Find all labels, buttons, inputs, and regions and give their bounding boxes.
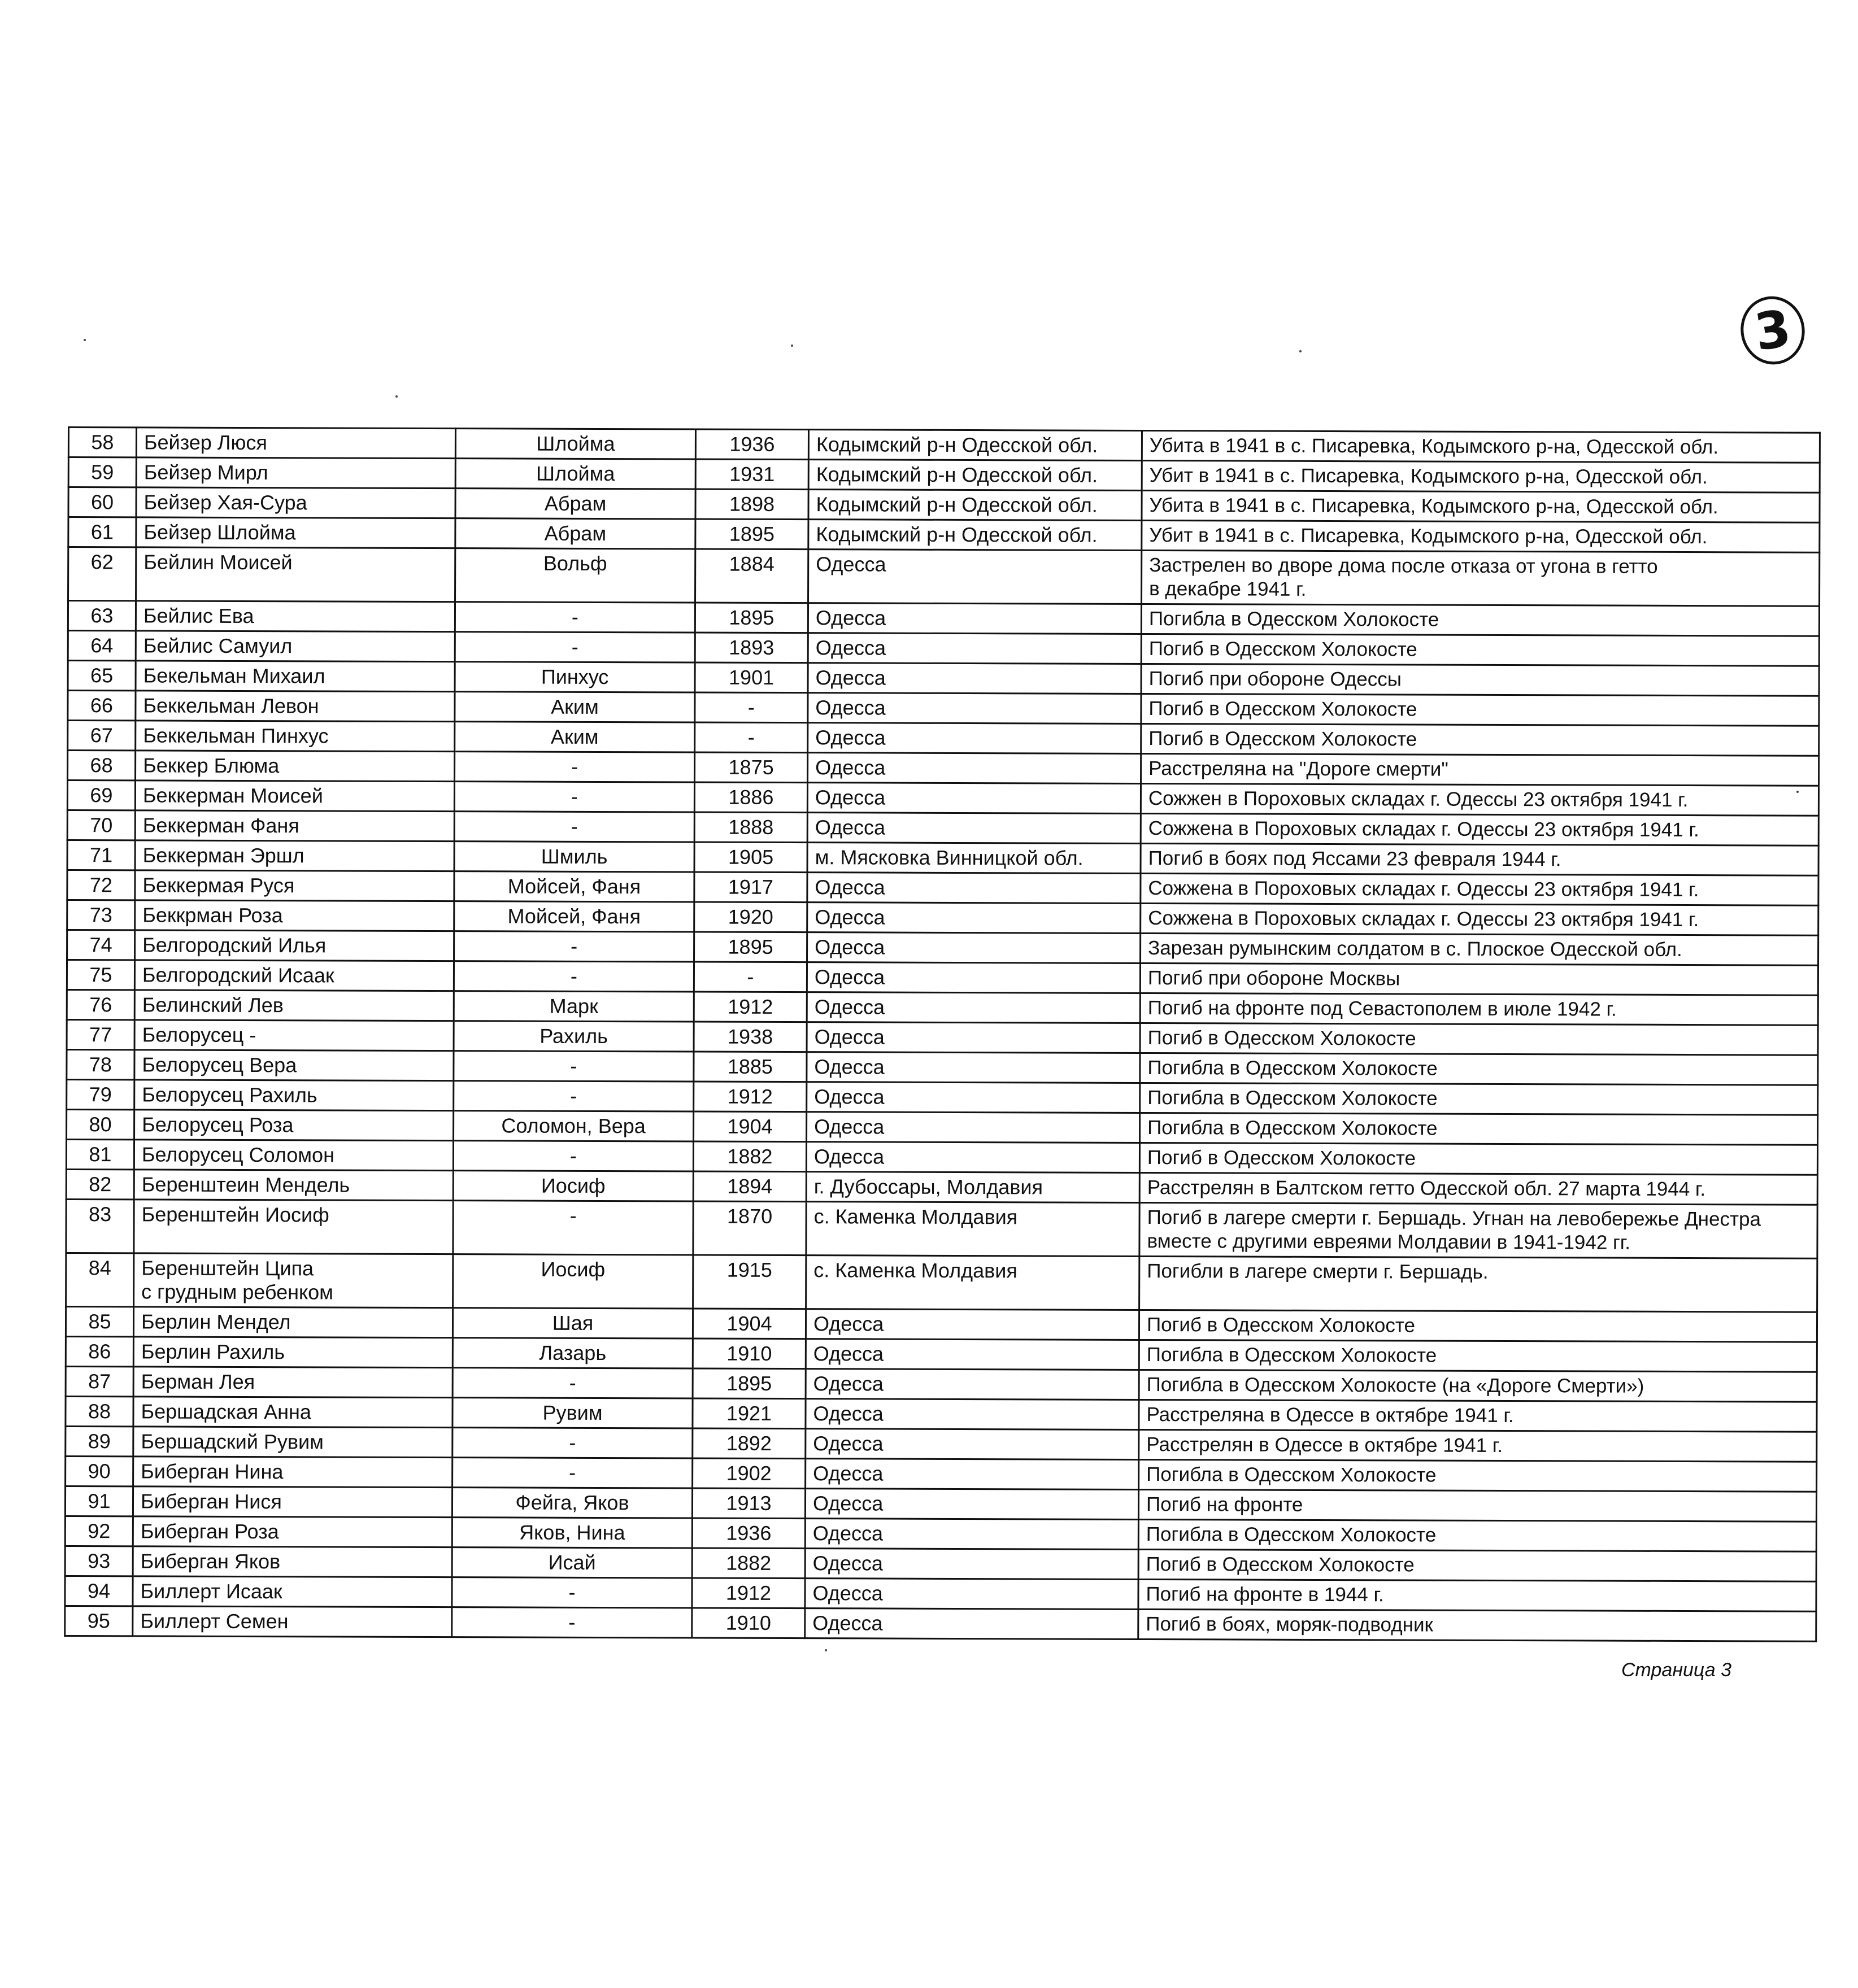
table-row [68,631,1819,666]
cell-father: - [452,1577,692,1608]
cell-place: Одесса [805,1608,1138,1640]
cell-name: Бейзер Шлойма [136,517,455,548]
cell-fate: Убита в 1941 в с. Писаревка, Кодымского р-на, Одесской обл. [1142,490,1820,522]
cell-place: с. Каменка Молдавия [806,1255,1139,1310]
cell-fate: Погиб в лагере смерти г. Бершадь. Угнан на левобережье Днестра вместе с другими евреями Молдавии в 1941-1942 гг. [1139,1202,1817,1258]
cell-fate: Сожжен в Пороховых складах г. Одессы 23 октября 1941 г. [1141,783,1818,816]
table-row [66,1426,1817,1462]
cell-year: 1904 [693,1309,806,1339]
cell-father: Иосиф [453,1171,693,1201]
cell-place: г. Дубоссары, Молдавия [806,1172,1139,1203]
cell-num: 83 [66,1199,134,1253]
cell-name: Бейлис Самуил [136,631,455,662]
table-row [67,1109,1818,1145]
cell-fate: Погибла в Одесском Холокосте (на «Дороге Смерти») [1139,1370,1817,1402]
cell-father: Рувим [452,1398,693,1428]
cell-year: 1888 [694,812,807,843]
cell-name: Берлин Рахиль [133,1337,452,1368]
cell-year: 1912 [692,1578,805,1608]
cell-place: Одесса [806,1429,1139,1460]
cell-year: 1920 [694,902,807,932]
cell-fate: Погиб в Одесском Холокосте [1138,1549,1816,1581]
cell-place: Одесса [805,1519,1138,1550]
table-row [68,751,1819,786]
cell-father: Мойсей, Фаня [454,901,694,932]
cell-place: Одесса [806,1339,1139,1370]
records-table-body [65,428,1820,1642]
cell-fate: Погибла в Одесском Холокосте [1141,604,1819,636]
cell-place: Одесса [808,693,1141,724]
cell-num: 82 [66,1169,134,1199]
cell-fate: Погиб в боях под Яссами 23 февраля 1944 г. [1141,843,1818,875]
table-row [65,1486,1816,1521]
cell-num: 78 [67,1049,134,1079]
cell-fate: Расстреляна на "Дороге смерти" [1141,753,1819,786]
cell-year: 1921 [693,1398,806,1429]
cell-place: Одесса [807,1112,1140,1143]
cell-fate: Погибла в Одесском Холокосте [1140,1053,1818,1085]
records-table-wrapper [64,426,1819,1642]
cell-num: 87 [66,1366,133,1396]
cell-place: Одесса [805,1579,1138,1610]
cell-num: 77 [67,1019,134,1049]
cell-place: Одесса [807,1052,1140,1083]
cell-fate: Погибли в лагере смерти г. Бершадь. [1139,1256,1817,1312]
cell-year: - [694,962,807,992]
cell-father: - [453,1141,693,1171]
table-row [68,457,1820,493]
cell-name: Бекельман Михаил [136,661,455,692]
cell-num: 71 [67,840,135,870]
cell-num: 89 [66,1426,133,1456]
cell-name: Беренштейн Ципа с грудным ребенком [134,1253,453,1308]
cell-year: - [695,692,808,723]
cell-place: с. Каменка Молдавия [806,1202,1139,1257]
cell-name: Белорусец Соломон [134,1140,453,1171]
scan-speck [395,395,398,398]
cell-year: 1895 [695,519,808,550]
cell-year: 1931 [695,459,808,490]
cell-name: Беккельман Левон [136,691,455,722]
cell-father: - [454,931,694,962]
cell-father: Вольф [455,548,695,603]
cell-num: 65 [68,661,136,691]
records-table [64,426,1821,1642]
cell-num: 74 [67,930,135,960]
table-row [68,547,1820,607]
cell-year: 1882 [692,1548,805,1579]
cell-year: 1910 [693,1339,806,1369]
cell-father: - [455,752,695,782]
table-row [66,1396,1817,1432]
scan-speck [791,345,793,347]
cell-place: Кодымский р-н Одесской обл. [808,520,1142,551]
cell-year: 1892 [693,1428,806,1459]
cell-name: Беккер Блюма [136,751,455,782]
table-row [66,1169,1817,1205]
cell-father: Шмиль [454,842,694,872]
cell-year: 1917 [694,872,807,903]
table-row [68,691,1819,726]
table-row [68,428,1820,463]
table-row [66,1366,1817,1402]
cell-place: Одесса [808,633,1141,664]
cell-num: 60 [68,487,136,517]
cell-name: Бершадская Анна [133,1397,452,1428]
cell-fate: Застрелен во дворе дома после отказа от угона в гетто в декабре 1941 г. [1142,550,1820,606]
cell-num: 90 [66,1456,133,1486]
cell-fate: Расстрелян в Одессе в октябре 1941 г. [1139,1429,1817,1462]
scan-speck [1796,791,1799,793]
scan-speck [84,339,86,341]
cell-name: Беккельман Пинхус [136,721,455,752]
cell-father: Соломон, Вера [454,1111,694,1141]
cell-num: 85 [66,1306,133,1336]
cell-father: Исай [452,1547,692,1578]
cell-fate: Погиб при обороне Одессы [1141,664,1819,696]
cell-fate: Погиб в Одесском Холокосте [1141,723,1819,756]
cell-num: 95 [65,1606,133,1636]
cell-year: 1915 [693,1255,806,1309]
cell-name: Берлин Мендел [133,1307,452,1338]
cell-fate: Погиб в Одесском Холокосте [1139,1143,1817,1175]
cell-father: - [454,782,694,812]
cell-fate: Погибла в Одесском Холокосте [1139,1340,1817,1372]
cell-num: 80 [67,1109,134,1139]
cell-place: Одесса [808,753,1141,784]
table-row [68,721,1819,756]
cell-place: Одесса [808,603,1141,634]
cell-place: Одесса [806,1399,1139,1430]
cell-num: 67 [68,721,136,751]
cell-fate: Погибла в Одесском Холокосте [1140,1113,1818,1145]
cell-fate: Сожжена в Пороховых складах г. Одессы 23 октября 1941 г. [1141,903,1818,935]
cell-fate: Погибла в Одесском Холокосте [1138,1519,1816,1551]
cell-num: 69 [67,781,135,810]
cell-name: Бейлис Ева [136,601,455,632]
cell-year: 1886 [694,782,807,813]
cell-fate: Зарезан румынским солдатом в с. Плоское Одесской обл. [1141,933,1818,965]
table-row [65,1576,1816,1611]
table-row [65,1606,1816,1641]
cell-place: Одесса [807,1022,1140,1053]
cell-year: 1901 [695,662,808,693]
cell-name: Бершадский Рувим [133,1427,452,1458]
scan-speck [825,1649,827,1651]
cell-year: 1870 [693,1201,806,1255]
table-row [66,1336,1817,1372]
cell-num: 58 [68,428,136,457]
cell-father: Аким [455,722,695,752]
cell-year: 1905 [694,842,807,873]
cell-num: 70 [67,810,135,840]
cell-year: 1936 [692,1518,805,1549]
cell-num: 93 [65,1546,133,1576]
cell-year: 1895 [695,603,808,633]
handwritten-page-number [1739,294,1807,367]
cell-year: 1882 [693,1141,806,1172]
cell-num: 91 [65,1486,133,1516]
cell-year: 1884 [695,549,808,603]
cell-fate: Убита в 1941 в с. Писаревка, Кодымского р-на, Одесской обл. [1142,430,1820,463]
cell-name: Биберган Нися [133,1486,452,1518]
table-row [66,1456,1817,1492]
table-row [68,661,1819,696]
cell-father: Мойсей, Фаня [454,871,694,902]
cell-name: Биберган Яков [133,1546,452,1577]
cell-num: 86 [66,1336,133,1366]
table-row [67,810,1818,846]
cell-place: Одесса [807,783,1141,814]
cell-place: Одесса [807,932,1141,964]
table-row [67,840,1818,876]
cell-fate: Погиб в Одесском Холокосте [1139,1310,1817,1342]
cell-father: - [452,1368,693,1398]
cell-year: 1913 [692,1488,805,1519]
cell-father: Иосиф [453,1254,693,1309]
cell-fate: Погиб в Одесском Холокосте [1140,1023,1818,1055]
cell-name: Беккерман Фаня [135,810,454,842]
cell-year: - [695,722,808,753]
table-row [67,900,1818,936]
table-row [66,1253,1817,1312]
cell-name: Бейзер Хая-Сура [136,487,455,518]
cell-name: Бейзер Люся [136,428,455,459]
cell-num: 73 [67,900,135,930]
cell-fate: Сожжена в Пороховых складах г. Одессы 23 октября 1941 г. [1141,873,1818,905]
cell-fate: Сожжена в Пороховых складах г. Одессы 23 октября 1941 г. [1141,813,1818,845]
cell-name: Беккермая Руся [135,870,454,901]
table-row [66,1139,1817,1175]
cell-fate: Погиб на фронте [1138,1489,1816,1521]
cell-fate: Погибла в Одесском Холокосте [1139,1459,1817,1492]
cell-year: 1910 [692,1608,805,1638]
cell-year: 1894 [693,1171,806,1202]
cell-year: 1875 [695,752,808,783]
cell-year: 1895 [693,1368,806,1399]
table-row [68,487,1820,523]
cell-father: - [455,632,695,662]
cell-num: 76 [67,989,134,1019]
scan-speck [1299,350,1302,352]
cell-father: - [453,1201,693,1255]
cell-fate: Расстреляна в Одессе в октябре 1941 г. [1139,1400,1817,1432]
table-row [67,1049,1818,1085]
table-row [67,960,1818,996]
cell-name: Беккерман Эршл [135,840,454,871]
cell-place: Одесса [807,1082,1140,1113]
cell-name: Беренштейн Иосиф [134,1200,453,1254]
cell-place: Одесса [806,1369,1139,1400]
cell-fate: Погиб в Одесском Холокосте [1141,694,1819,726]
cell-name: Белинский Лев [134,990,454,1021]
cell-num: 84 [66,1253,134,1306]
cell-num: 81 [66,1139,134,1169]
table-row [67,930,1818,966]
cell-num: 79 [67,1079,134,1109]
cell-year: 1885 [694,1052,807,1082]
cell-fate: Погиб на фронте под Севастополем в июле 1942 г. [1140,993,1818,1025]
cell-num: 88 [66,1396,133,1426]
cell-name: Бейзер Мирл [136,457,455,489]
cell-place: Одесса [807,873,1141,904]
cell-father: Марк [454,991,694,1022]
cell-name: Биллерт Семен [133,1606,452,1637]
cell-num: 63 [68,601,136,631]
cell-name: Белгородский Илья [135,930,454,961]
cell-year: 1938 [694,1022,807,1052]
cell-place: Одесса [806,1459,1139,1490]
table-row [68,517,1820,553]
cell-place: Одесса [808,550,1142,604]
cell-father: - [452,1607,692,1638]
cell-num: 62 [68,547,136,601]
table-row [67,989,1818,1025]
cell-year: 1895 [694,932,807,962]
cell-year: 1904 [694,1111,807,1142]
cell-name: Белорусец Роза [134,1110,454,1141]
cell-father: Шлойма [455,429,695,459]
cell-place: Одесса [808,723,1141,754]
table-row [67,1079,1818,1115]
cell-place: Одесса [805,1549,1138,1580]
cell-place: Одесса [806,1142,1139,1173]
cell-name: Бейлин Моисей [136,547,455,602]
cell-year: 1902 [693,1458,806,1489]
cell-num: 61 [68,517,136,547]
cell-father: - [452,1428,693,1458]
table-row [65,1546,1816,1581]
cell-father: Фейга, Яков [452,1488,692,1518]
cell-num: 64 [68,631,136,661]
cell-father: - [454,961,694,992]
cell-name: Белгородский Исаак [134,960,454,991]
table-row [68,601,1819,636]
cell-father: - [454,812,694,842]
cell-father: Аким [455,692,695,722]
cell-fate: Убит в 1941 в с. Писаревка, Кодымского р-на, Одесской обл. [1142,520,1820,552]
cell-num: 66 [68,691,136,721]
cell-name: Белорусец - [134,1020,454,1051]
cell-place: Кодымский р-н Одесской обл. [808,430,1142,461]
cell-num: 68 [68,751,136,781]
cell-year: 1898 [695,489,808,520]
cell-father: Абрам [455,489,695,519]
cell-year: 1912 [694,992,807,1022]
page-mark-digit: 3 [1751,298,1795,363]
cell-name: Биллерт Исаак [133,1576,452,1607]
cell-name: Беренштеин Мендель [134,1170,453,1201]
cell-num: 92 [65,1516,133,1546]
cell-place: Кодымский р-н Одесской обл. [808,490,1142,521]
cell-place: Одесса [807,962,1140,993]
cell-father: Пинхус [455,662,695,692]
cell-name: Берман Лея [133,1367,452,1398]
cell-place: Одесса [808,663,1141,694]
table-row [67,870,1818,906]
cell-place: м. Мясковка Винницкой обл. [807,843,1141,874]
cell-name: Белорусец Вера [134,1050,454,1081]
cell-place: Кодымский р-н Одесской обл. [808,460,1142,491]
cell-place: Одесса [805,1489,1138,1520]
cell-father: - [455,602,695,633]
cell-fate: Погиб при обороне Москвы [1140,963,1818,995]
cell-name: Белорусец Рахиль [134,1080,454,1111]
table-row [67,1019,1818,1055]
cell-father: Лазарь [452,1338,693,1368]
cell-father: Яков, Нина [452,1518,692,1548]
cell-fate: Погиб в боях, моряк-подводник [1138,1609,1816,1641]
cell-father: Рахиль [454,1021,694,1052]
cell-name: Беккерман Моисей [135,781,454,812]
cell-year: 1936 [695,429,808,460]
cell-father: - [454,1081,694,1111]
cell-place: Одесса [807,992,1140,1023]
cell-name: Биберган Роза [133,1516,452,1547]
cell-year: 1912 [694,1082,807,1112]
cell-father: Абрам [455,518,695,549]
cell-year: 1893 [695,633,808,663]
cell-father: Шлойма [455,459,695,489]
cell-num: 94 [65,1576,133,1606]
cell-fate: Убит в 1941 в с. Писаревка, Кодымского р-на, Одесской обл. [1142,460,1820,492]
page-footer: Страница 3 [1621,1659,1732,1681]
cell-father: - [454,1051,694,1082]
cell-fate: Расстрелян в Балтском гетто Одесской обл. 27 марта 1944 г. [1139,1172,1817,1205]
cell-place: Одесса [806,1309,1139,1340]
cell-num: 59 [68,457,136,487]
cell-num: 72 [67,870,135,900]
cell-place: Одесса [807,813,1141,844]
cell-num: 75 [67,960,134,990]
table-row [66,1306,1817,1342]
cell-fate: Погибла в Одесском Холокосте [1140,1083,1818,1115]
cell-name: Биберган Нина [133,1457,452,1488]
cell-fate: Погиб в Одесском Холокосте [1141,634,1819,666]
cell-fate: Погиб на фронте в 1944 г. [1138,1579,1816,1611]
table-row [67,781,1818,816]
cell-place: Одесса [807,903,1141,934]
table-row [66,1199,1817,1258]
cell-name: Беккрман Роза [135,900,454,931]
cell-father: Шая [452,1308,693,1339]
table-row [65,1516,1816,1551]
cell-father: - [452,1458,693,1488]
